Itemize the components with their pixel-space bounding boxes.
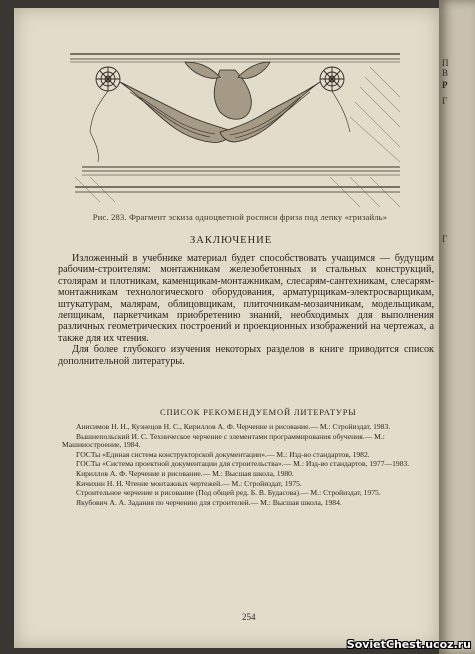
reference-item: Вышнепольский И. С. Техническое черчение с элементами программирования обучения.— М.: Машиностроение, 1984. [62,431,385,450]
references-heading: СПИСОК РЕКОМЕНДУЕМОЙ ЛИТЕРАТУРЫ [160,407,357,417]
adjacent-page-letter: Р [442,80,448,90]
reference-item: ГОСТы «Система проектной документации для строительства».— М.: Изд-во стандартов, 1977—1983. [76,459,410,469]
reference-item: Кириллов А. Ф. Черчение и рисование.— М.: Высшая школа, 1980. [76,468,294,478]
reference-item: Анисимов Н. Н., Кузнецов Н. С., Кириллов А. Ф. Черчение и рисование.— М.: Стройиздат, 1983. [76,422,391,431]
reference-item: Строительное черчение и рисование (Под общей ред. Б. В. Будасова).— М.: Стройиздат, 1975. [76,488,381,498]
adjacent-page-edge [439,0,475,654]
adjacent-page-letter: Г [442,96,448,106]
site-watermark: SovietChest.ucoz.ru [346,638,471,651]
frieze-illustration [70,42,430,212]
conclusion-heading: ЗАКЛЮЧЕНИЕ [190,235,273,246]
reference-item: Кичихин Н. Н. Чтение монтажных чертежей.— М.: Стройиздат, 1975. [76,478,302,488]
adjacent-page-letter: В [442,68,449,78]
reference-item: ГОСТы «Единая система конструкторской документации».— М.: Изд-во стандартов, 1982. [76,449,370,459]
conclusion-body [58,253,434,367]
adjacent-page-letter: П [442,58,449,68]
figure-caption: Рис. 283. Фрагмент эскиза одноцветной росписи фриза под лепку «гризайль» [92,212,388,222]
page-number: 254 [242,612,256,622]
conclusion-paragraph: Изложенный в учебнике материал будет способствовать учащимся — будущим рабочим-строителям: монтажникам железобетонных и стальных конструкций, столярам и плотникам, каменщикам-монтажникам, слесарям-сантехникам, слесарям-монтажникам технологического оборудования, арматурщикам-электросварщикам, штукатурам, малярам, облицовщикам, плиточникам-мозаичникам, модельщикам, лепщикам, паркетчикам приобретению знаний, необходимых для выполнения различных геометрических построений и проекционных изображений на чертежах, а также для их чтения. [58,253,434,344]
conclusion-paragraph: Для более глубокого изучения некоторых разделов в книге приводится список дополнительной литературы. [58,344,434,367]
reference-item: Якубович А. А. Задания по черчению для строителей.— М.: Высшая школа, 1984. [76,497,342,507]
references-list [62,423,434,508]
adjacent-page-letter: Г [442,234,448,244]
